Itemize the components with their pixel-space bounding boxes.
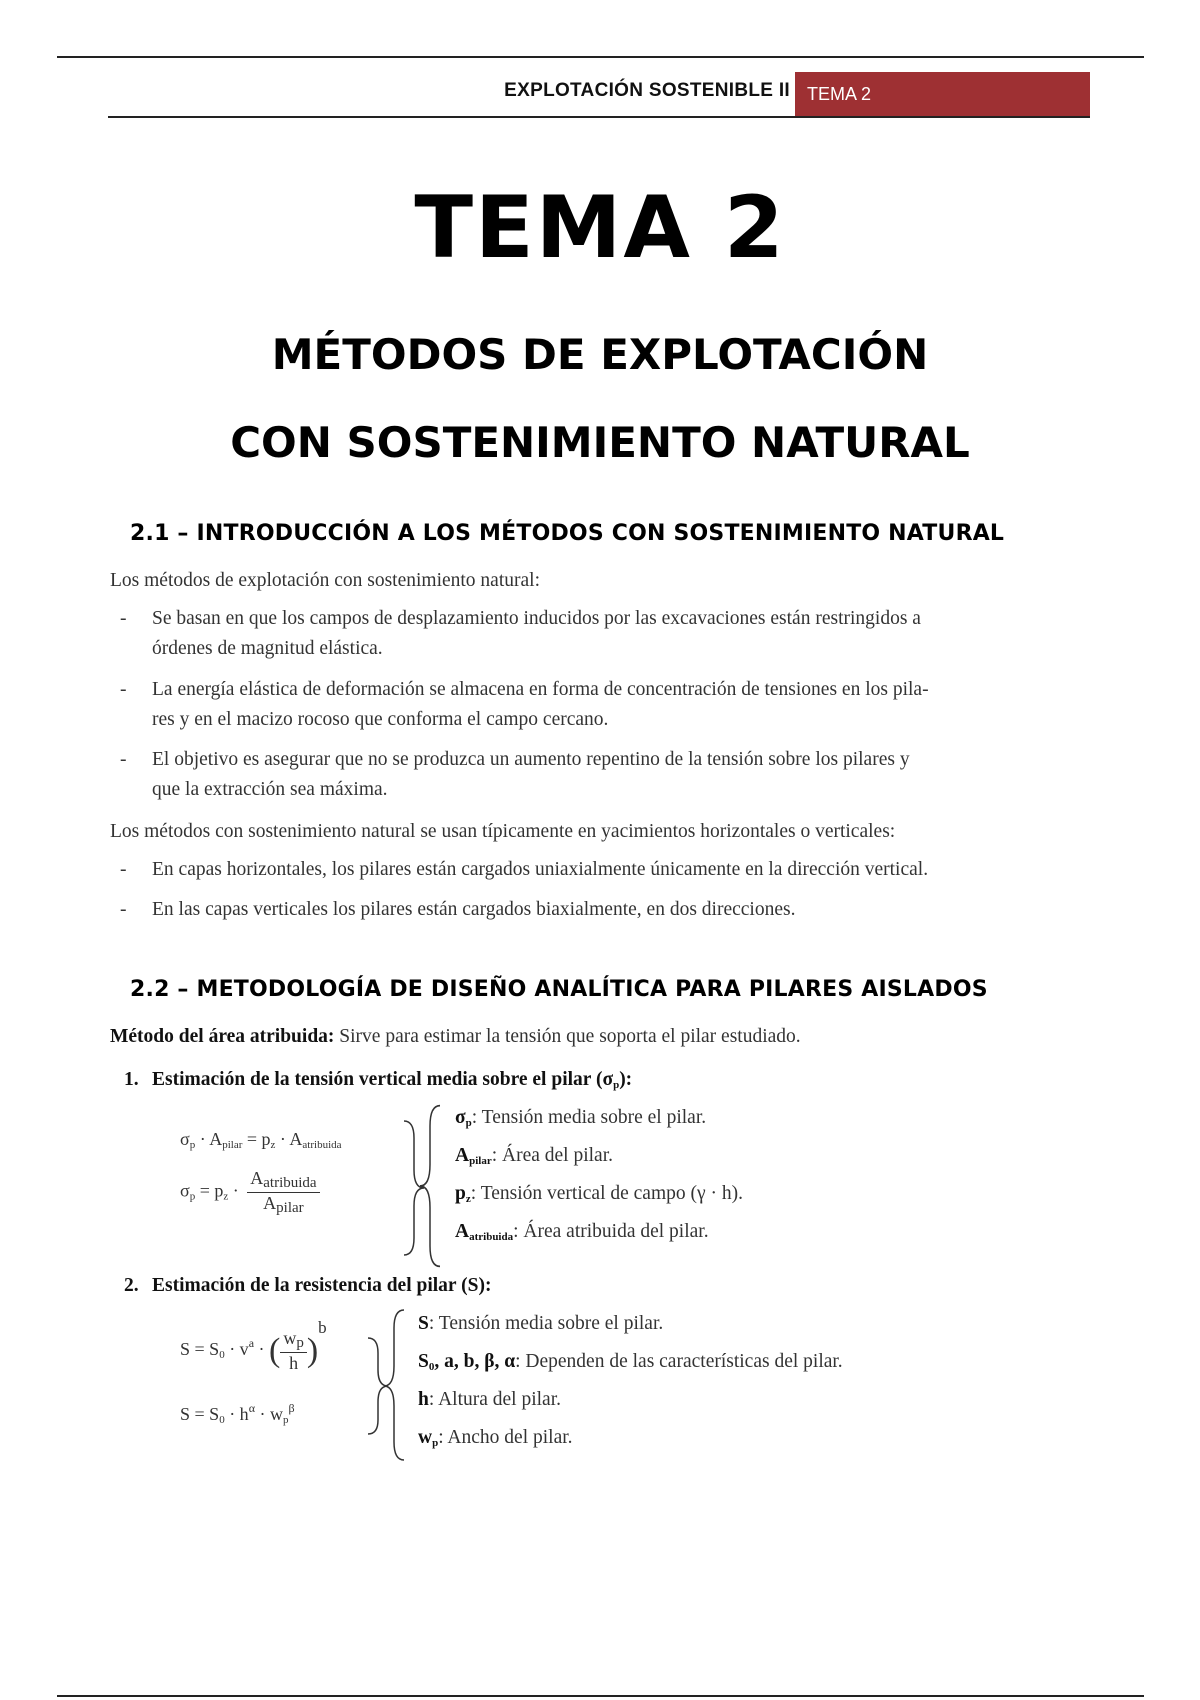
intro-paragraph: Los métodos de explotación con sostenimiento natural: (110, 570, 540, 591)
bullet-dash: - (120, 859, 127, 880)
definition-item: h: Altura del pilar. (418, 1389, 561, 1410)
definition-item: $A_{atribuida}$: Área atribuida del pilar. (455, 1221, 709, 1243)
definition-item: $p_z$: Tensión vertical de campo (γ · h). (455, 1183, 743, 1205)
bullet-line: La energía elástica de deformación se almacena en forma de concentración de tensiones en los pila- (152, 679, 929, 700)
bullet-item (120, 895, 1100, 925)
method-text: Sirve para estimar la tensión que soporta el pilar estudiado. (334, 1026, 801, 1047)
header-title: EXPLOTACIÓN SOSTENIBLE II (504, 80, 790, 101)
section-heading-2-1: 2.1 – INTRODUCCIÓN A LOS MÉTODOS CON SOSTENIMIENTO NATURAL (130, 521, 1005, 546)
method-paragraph (110, 1026, 801, 1048)
bullet-item (120, 604, 1100, 664)
main-title: TEMA 2 (414, 178, 786, 278)
definition-item: $S_0$, a, b, β, α: Dependen de las características del pilar. (418, 1351, 843, 1373)
step-label-sub: p (613, 1079, 620, 1091)
step-1-heading (124, 1069, 632, 1091)
bullet-item (120, 675, 1100, 735)
bullet-line: res y en el macizo rocoso que conforma el campo cercano. (152, 709, 609, 730)
top-rule (57, 56, 1144, 58)
bullet-line: En las capas verticales los pilares están cargados biaxialmente, en dos direcciones. (152, 899, 796, 920)
step-2-heading (124, 1275, 491, 1297)
bottom-rule (57, 1695, 1144, 1697)
bullet-dash: - (120, 608, 127, 629)
bullet-line: El objetivo es asegurar que no se produzca un aumento repentino de la tensión sobre los pilares y (152, 749, 910, 770)
subtitle-line-2: CON SOSTENIMIENTO NATURAL (230, 418, 970, 467)
section-heading-2-2: 2.2 – METODOLOGÍA DE DISEÑO ANALÍTICA PARA PILARES AISLADOS (130, 977, 988, 1002)
step-label: Estimación de la resistencia del pilar (S): (152, 1275, 492, 1296)
bullet-line: Se basan en que los campos de desplazamiento inducidos por las excavaciones están restringidos a (152, 608, 921, 629)
bullet-dash: - (120, 899, 127, 920)
step-number: 2. (124, 1275, 139, 1296)
bullet-line: En capas horizontales, los pilares están cargados uniaxialmente únicamente en la dirección vertical. (152, 859, 929, 880)
fraction: $\frac{A_{atribuida}}{A_{pilar}}$ (247, 1168, 319, 1217)
formula-area-balance: $\sigma_p \cdot A_{pilar} = p_z \cdot A_{atribuida}$ (180, 1129, 342, 1151)
definition-item: $\sigma_p$: Tensión media sobre el pilar. (455, 1107, 707, 1129)
formula-strength-size: $S = S_0 \cdot h^\alpha \cdot w_p^\beta$ (180, 1401, 295, 1426)
definition-item: $A_{pilar}$: Área del pilar. (455, 1145, 614, 1167)
bullet-dash: - (120, 749, 127, 770)
brace-divider-2 (364, 1308, 414, 1458)
definition-item: $w_p$: Ancho del pilar. (418, 1427, 573, 1449)
intro-paragraph-2: Los métodos con sostenimiento natural se usan típicamente en yacimientos horizontales o verticales: (110, 821, 896, 842)
brace-divider-1 (398, 1118, 438, 1258)
bullet-dash: - (120, 679, 127, 700)
page-header (108, 72, 1090, 118)
step-label-end: ): (619, 1069, 633, 1090)
method-label: Método del área atribuida: (110, 1026, 335, 1047)
definition-item: S: Tensión media sobre el pilar. (418, 1313, 664, 1334)
formula-pillar-stress: $\sigma_p = p_z$ · $\frac{A_{atribuida}}{A_{pilar}}$ (180, 1168, 320, 1217)
formula-strength-shape: $S = S_0 \cdot v^a$ · ( $\frac{w_p}{h}$ )b (180, 1318, 327, 1373)
bullet-item (120, 745, 1100, 805)
step-number: 1. (124, 1069, 139, 1090)
header-tag: TEMA 2 (795, 72, 1090, 116)
step-label: Estimación de la tensión vertical media sobre el pilar (σ (152, 1069, 614, 1090)
bullet-line: órdenes de magnitud elástica. (152, 638, 383, 659)
subtitle-line-1: MÉTODOS DE EXPLOTACIÓN (271, 330, 929, 379)
bullet-line: que la extracción sea máxima. (152, 779, 388, 800)
bullet-item (120, 855, 1100, 885)
